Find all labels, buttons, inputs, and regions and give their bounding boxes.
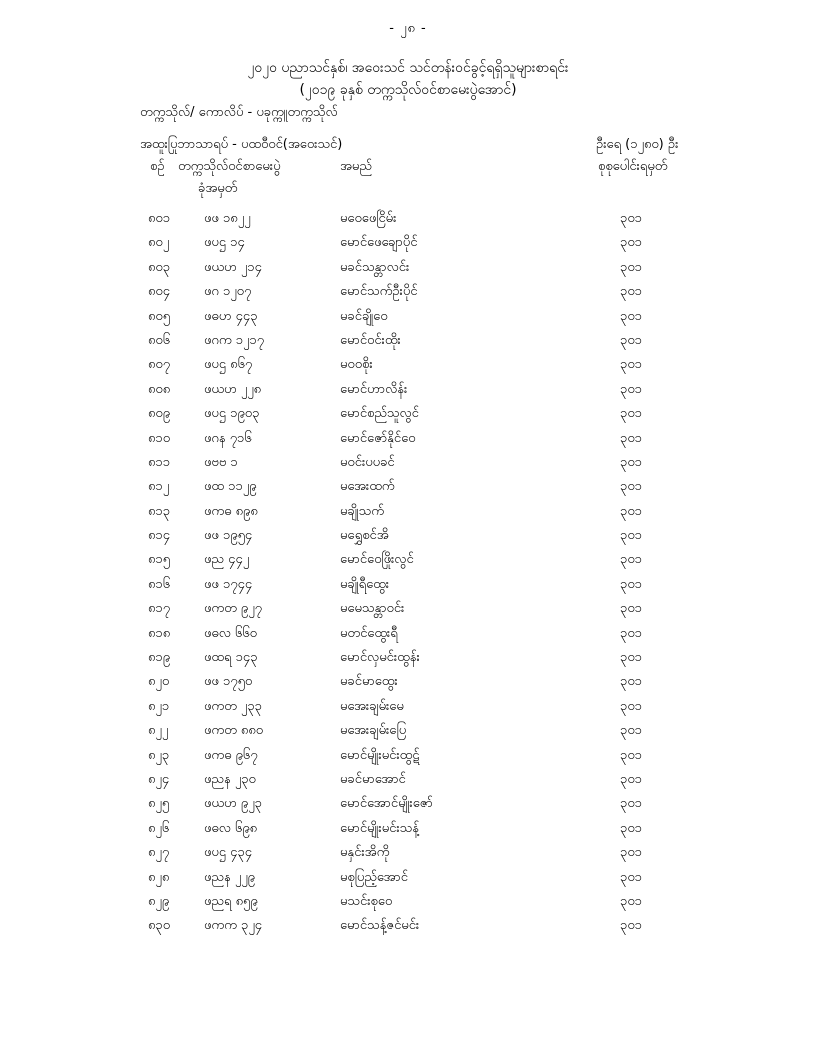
roll-number: ဖဂန ၇၁၆ (204, 430, 252, 446)
row-number: ၈၀၃ (148, 259, 171, 275)
university-label: တက္ကသိုလ်/ ကောလိပ် - ပခုက္ကူတက္ကသိုလ် (140, 105, 338, 120)
roll-number: ဖဖ ၁၈၂၂ (204, 211, 251, 226)
table-row (0, 424, 816, 448)
student-name: မောင်ဝေဖြိုးလွင် (340, 552, 414, 568)
total-score: ၃၀၁ (620, 406, 642, 422)
row-number: ၈၀၄ (148, 284, 171, 300)
roll-number: ဖကတ ၉၂၇ (204, 601, 262, 617)
table-row (0, 497, 816, 521)
student-name: မချိုသက် (340, 503, 384, 519)
roll-number: ဖကဓ ၉၆၇ (204, 747, 258, 763)
roll-number: ဖပဌ ၁၉၀၃ (204, 406, 260, 422)
row-number: ၈၁၁ (148, 454, 171, 470)
total-score: ၃၀၁ (620, 650, 642, 666)
row-number: ၈၂၅ (148, 796, 170, 812)
roll-number: ဖဖ ၁၉၅၄ (204, 528, 253, 544)
roll-number: ဖဂက ၁၂၁၇ (204, 332, 265, 348)
student-name: မောင်ဖေချောပိုင် (340, 235, 418, 251)
roll-number: ဖဓလ ၆၆၀ (204, 625, 257, 641)
row-number: ၈၀၆ (148, 332, 171, 348)
row-number: ၈၀၇ (148, 357, 171, 373)
roll-number: ဖဓလ ၆၉၈ (204, 820, 258, 836)
total-score: ၃၀၁ (620, 723, 642, 739)
table-row (0, 716, 816, 740)
student-name: မခင်မာအောင် (340, 771, 406, 787)
roll-number: ဖဗဗ ၁ (204, 454, 238, 470)
table-row (0, 594, 816, 618)
subject-label: အထူးပြုဘာသာရပ် - ပထဝီဝင်(အဝေးသင်) (140, 137, 343, 152)
roll-number: ဖညန ၂၂၉ (204, 869, 255, 885)
total-score: ၃၀၁ (620, 381, 642, 397)
table-row (0, 326, 816, 350)
total-score: ၃၀၁ (620, 430, 642, 446)
table-row (0, 350, 816, 374)
row-number: ၈၁၅ (148, 552, 171, 568)
roll-number: ဖကက ၃၂၄ (204, 918, 263, 934)
student-name: မောင်ဇော်နိုင်ဝေ (340, 430, 416, 446)
table-row (0, 741, 816, 765)
total-score: ၃၀၁ (620, 796, 642, 812)
column-header-roll-sub: ခုံအမှတ် (198, 181, 238, 196)
total-score: ၃၀၁ (620, 235, 642, 251)
table-row (0, 302, 816, 326)
row-number: ၈၂၂ (148, 723, 169, 739)
roll-number: ဖယဟ ၂၂၈ (204, 381, 262, 397)
total-score: ၃၀၁ (620, 503, 642, 519)
row-number: ၈၂၈ (148, 869, 170, 885)
row-number: ၈၂၆ (148, 820, 170, 836)
student-name: မသင်းစုဝေ (340, 893, 393, 909)
student-name: မောင်စည်သူလွင် (340, 406, 419, 422)
total-score: ၃၀၁ (620, 284, 642, 300)
total-score: ၃၀၁ (620, 259, 642, 275)
total-score: ၃၀၁ (620, 918, 642, 934)
row-number: ၈၁၃ (148, 503, 171, 519)
table-row (0, 277, 816, 301)
total-score: ၃၀၁ (620, 576, 642, 592)
student-name: မအေးထက် (340, 479, 395, 495)
row-number: ၈၂၃ (148, 747, 170, 763)
student-name: မဝင်းပပခင် (340, 454, 395, 470)
headcount-label: ဦးရေ (၁၂၈၀) ဦး (596, 137, 679, 152)
total-score: ၃၀၁ (620, 820, 642, 836)
row-number: ၈၁၀ (148, 430, 171, 446)
table-row (0, 375, 816, 399)
table-row (0, 667, 816, 691)
row-number: ၈၂၉ (148, 893, 170, 909)
column-header-score: စုစုပေါင်းရမှတ် (598, 159, 668, 174)
table-row (0, 765, 816, 789)
row-number: ၈၃၀ (148, 918, 171, 934)
student-name: မအေးချမ်းပြေ (340, 723, 407, 739)
student-name: မဝဝစိုး (340, 357, 373, 373)
page-number: - ၂၈ - (389, 21, 427, 36)
table-row (0, 619, 816, 643)
document-title: ၂၀၂၀ ပညာသင်နှစ်၊ အဝေးသင် သင်တန်းဝင်ခွင့်ရရှိသူများစာရင်း (247, 60, 569, 76)
table-row (0, 521, 816, 545)
student-name: မမေသန္တာဝင်း (340, 601, 405, 617)
student-name: မတင်ထွေးရီ (340, 625, 398, 641)
student-name: မချိုရီထွေး (340, 576, 390, 592)
row-number: ၈၀၁ (148, 211, 171, 226)
column-header-no: စဉ် (150, 159, 165, 174)
total-score: ၃၀၁ (620, 479, 642, 495)
total-score: ၃၀၁ (620, 625, 642, 641)
table-row (0, 204, 816, 228)
table-row (0, 838, 816, 862)
row-number: ၈၀၈ (148, 381, 171, 397)
student-name: မဝေဖေငြိမ်း (340, 211, 397, 226)
total-score: ၃၀၁ (620, 771, 642, 787)
total-score: ၃၀၁ (620, 893, 642, 909)
row-number: ၈၁၂ (148, 479, 170, 495)
row-number: ၈၀၂ (148, 235, 170, 251)
total-score: ၃၀၁ (620, 869, 642, 885)
row-number: ၈၂၁ (148, 698, 170, 714)
row-number: ၈၂၇ (148, 845, 170, 861)
student-name: မရွှေစင်အိ (340, 528, 389, 544)
document-subtitle: (၂၀၁၉ ခုနှစ် တက္ကသိုလ်ဝင်စာမေးပွဲအောင်) (299, 82, 517, 98)
student-name: မောင်ဟာလိန်း (340, 381, 408, 397)
roll-number: ဖထရ ၁၄၃ (204, 650, 258, 666)
student-name: မနှင်းအိကို (340, 845, 390, 861)
roll-number: ဖပဌ ၁၄ (204, 235, 245, 251)
student-name: မောင်မျိုးမင်းသန့် (340, 820, 419, 836)
roll-number: ဖယဟ ၉၂၃ (204, 796, 262, 812)
roll-number: ဖညန ၂၃၀ (204, 771, 256, 787)
total-score: ၃၀၁ (620, 528, 642, 544)
row-number: ၈၂၀ (148, 674, 170, 690)
roll-number: ဖပဌ ၈၆၇ (204, 357, 253, 373)
roll-number: ဖပဌ ၄၃၄ (204, 845, 253, 861)
roll-number: ဖဂ ၁၂၀၇ (204, 284, 252, 300)
student-name: မခင်ချိုဝေ (340, 308, 388, 324)
total-score: ၃၀၁ (620, 357, 642, 373)
row-number: ၈၁၆ (148, 576, 171, 592)
total-score: ၃၀၁ (620, 454, 642, 470)
row-number: ၈၀၉ (148, 406, 171, 422)
student-name: မခင်မာထွေး (340, 674, 398, 690)
student-name: မောင်လှမင်းထွန်း (340, 650, 420, 666)
total-score: ၃၀၁ (620, 552, 642, 568)
results-table (0, 204, 816, 936)
row-number: ၈၁၈ (148, 625, 171, 641)
roll-number: ဖဓဟ ၄၄၃ (204, 308, 258, 324)
table-row (0, 887, 816, 911)
table-row (0, 472, 816, 496)
table-row (0, 789, 816, 813)
total-score: ၃၀၁ (620, 747, 642, 763)
table-row (0, 570, 816, 594)
table-row (0, 643, 816, 667)
row-number: ၈၁၄ (148, 528, 171, 544)
column-header-name: အမည် (340, 159, 372, 174)
student-name: မခင်သန္တာလင်း (340, 259, 410, 275)
total-score: ၃၀၁ (620, 845, 642, 861)
table-row (0, 399, 816, 423)
row-number: ၈၁၉ (148, 650, 171, 666)
student-name: မအေးချမ်းမေ (340, 698, 404, 714)
total-score: ၃၀၁ (620, 211, 642, 226)
table-row (0, 253, 816, 277)
student-name: မောင်သန့်ဇင်မင်း (340, 918, 420, 934)
roll-number: ဖဖ ၁၇၅၀ (204, 674, 253, 690)
roll-number: ဖယဟ ၂၁၄ (204, 259, 262, 275)
table-row (0, 692, 816, 716)
total-score: ၃၀၁ (620, 601, 642, 617)
roll-number: ဖကတ ၈၈၀ (204, 723, 264, 739)
roll-number: ဖထ ၁၁၂၉ (204, 479, 257, 495)
table-row (0, 911, 816, 935)
student-name: မောင်မျိုးမင်းထွဋ် (340, 747, 420, 763)
table-row (0, 448, 816, 472)
total-score: ၃၀၁ (620, 674, 642, 690)
column-header-roll: တက္ကသိုလ်ဝင်စာမေးပွဲ (178, 159, 281, 174)
row-number: ၈၀၅ (148, 308, 171, 324)
roll-number: ဖညရ ၈၅၉ (204, 893, 258, 909)
table-row (0, 863, 816, 887)
student-name: မောင်ဝင်းထိုး (340, 332, 401, 348)
table-row (0, 228, 816, 252)
student-name: မစုပြည့်အောင် (340, 869, 408, 885)
roll-number: ဖကတ ၂၃၃ (204, 698, 262, 714)
table-row (0, 814, 816, 838)
roll-number: ဖကဓ ၈၉၈ (204, 503, 258, 519)
student-name: မောင်အောင်မျိုးဇော် (340, 796, 433, 812)
roll-number: ဖည ၄၄၂ (204, 552, 250, 568)
student-name: မောင်သက်ဦးပိုင် (340, 284, 418, 300)
total-score: ၃၀၁ (620, 698, 642, 714)
total-score: ၃၀၁ (620, 308, 642, 324)
table-row (0, 545, 816, 569)
row-number: ၈၁၇ (148, 601, 171, 617)
row-number: ၈၂၄ (148, 771, 170, 787)
roll-number: ဖဖ ၁၇၄၄ (204, 576, 253, 592)
total-score: ၃၀၁ (620, 332, 642, 348)
